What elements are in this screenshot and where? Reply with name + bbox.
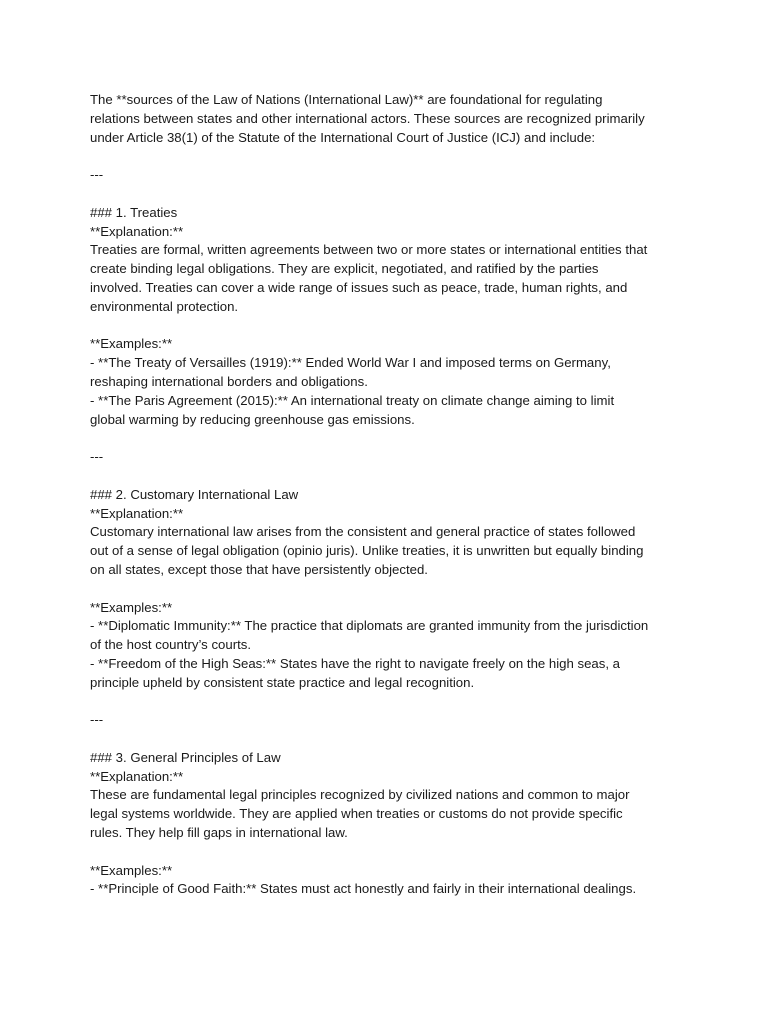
blank-line [90,147,690,166]
separator-line: --- [90,449,104,465]
text-line: **Explanation:** [90,768,184,784]
text-line: **Explanation:** [90,223,184,239]
text-line: create binding legal obligations. They are explicit, negotiated, and ratified by the parties [90,261,599,277]
blank-line [90,693,690,712]
text-line: rules. They help fill gaps in international law. [90,825,348,841]
text-line: reshaping international borders and obligations. [90,373,368,389]
text-line: **Examples:** [90,862,173,878]
blank-line [90,580,690,599]
text-line: **Examples:** [90,599,173,615]
text-line: principle upheld by consistent state practice and legal recognition. [90,674,475,690]
text-line: out of a sense of legal obligation (opinio juris). Unlike treaties, it is unwritten but equally binding [90,543,644,559]
separator-line: --- [90,712,104,728]
separator-line: --- [90,167,104,183]
text-line: of the host country’s courts. [90,637,252,653]
blank-line [90,467,690,486]
section-heading: ### 2. Customary International Law [90,486,299,502]
text-line: **Explanation:** [90,505,184,521]
blank-line [90,429,690,448]
text-line: These are fundamental legal principles recognized by civilized nations and common to major [90,787,630,803]
text-line: Customary international law arises from the consistent and general practice of states followed [90,524,636,540]
blank-line [90,730,690,749]
text-line: global warming by reducing greenhouse gas emissions. [90,411,415,427]
text-line: Treaties are formal, written agreements between two or more states or international entities that [90,242,648,258]
text-line: - **Principle of Good Faith:** States must act honestly and fairly in their international dealings. [90,881,637,897]
text-line: on all states, except those that have persistently objected. [90,561,428,577]
section-heading: ### 3. General Principles of Law [90,749,281,765]
text-line: **Examples:** [90,336,173,352]
text-line: The **sources of the Law of Nations (International Law)** are foundational for regulating [90,92,603,107]
document-body [90,91,690,899]
text-line: - **The Treaty of Versailles (1919):** Ended World War I and imposed terms on Germany, [90,355,611,371]
section-heading: ### 1. Treaties [90,204,178,220]
text-line: involved. Treaties can cover a wide range of issues such as peace, trade, human rights, and [90,279,628,295]
text-line: relations between states and other international actors. These sources are recognized primarily [90,110,645,126]
text-line: under Article 38(1) of the Statute of the International Court of Justice (ICJ) and include: [90,129,596,145]
text-line: - **Diplomatic Immunity:** The practice that diplomats are granted immunity from the jurisdiction [90,618,649,634]
blank-line [90,185,690,204]
text-line: environmental protection. [90,298,239,314]
text-line: legal systems worldwide. They are applied when treaties or customs do not provide specific [90,806,623,822]
text-line: - **Freedom of the High Seas:** States have the right to navigate freely on the high seas, a [90,655,621,671]
blank-line [90,843,690,862]
text-line: - **The Paris Agreement (2015):** An international treaty on climate change aiming to limit [90,392,615,408]
blank-line [90,317,690,336]
